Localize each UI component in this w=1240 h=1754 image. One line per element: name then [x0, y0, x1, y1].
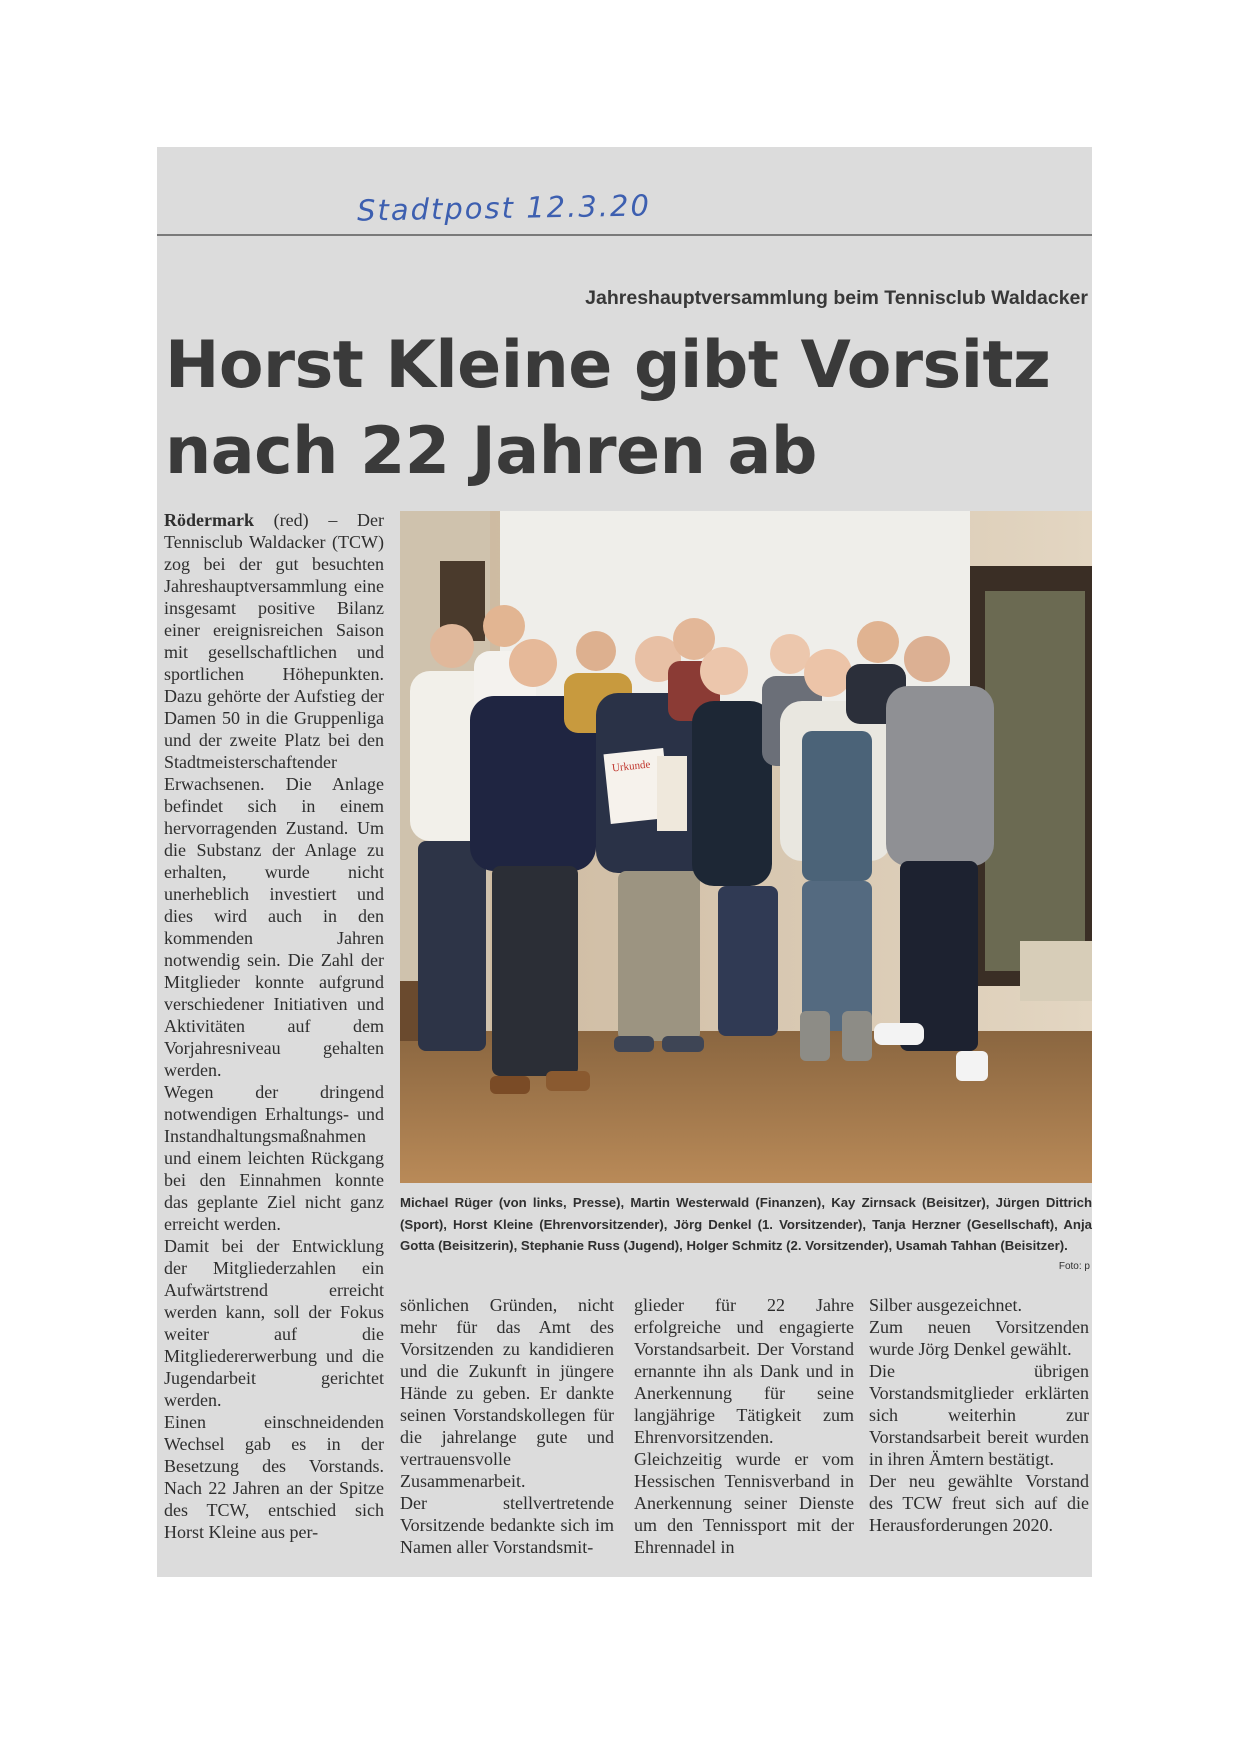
- article-paragraph: Silber ausgezeichnet.: [869, 1295, 1022, 1315]
- handwritten-note: Stadtpost 12.3.20: [356, 188, 652, 228]
- article-column-2: [400, 1294, 614, 1558]
- headline-line-2: nach 22 Jahren ab: [165, 414, 817, 489]
- header-rule: [157, 234, 1092, 236]
- article-headline: [165, 323, 1092, 495]
- group-photo: [400, 511, 1092, 1183]
- article-column-4: [869, 1294, 1089, 1536]
- article-paragraph: Gleichzeitig wurde er vom Hessischen Tennisverband in Anerkennung seiner Dienste um den Tennissport mit der Ehrennadel in: [634, 1449, 854, 1557]
- article-paragraph: Wegen der dringend notwendigen Erhaltungs- und Instandhaltungsmaßnahmen und einem leichten Rückgang bei den Einnahmen konnte das geplante Ziel nicht ganz erreicht werden.: [164, 1082, 384, 1234]
- intro-text: (red) – Der Tennisclub Waldacker (TCW) zog bei der gut besuchten Jahreshauptversammlung eine insgesamt positive Bilanz einer ereignisreichen Saison mit gesellschaftlichen und sportlichen Höhepunkten. Dazu gehörte der Aufstieg der Damen 50 in die Gruppenliga und der zweite Platz bei den Stadtmeisterschaftender Erwachsenen. Die Anlage befindet sich in einem hervorragenden Zustand. Um die Substanz der Anlage zu erhalten, wurde nicht unerheblich investiert und dies wird auch in den kommenden Jahren notwendig sein. Die Zahl der Mitglieder konnte aufgrund verschiedener Initiativen und Aktivitäten auf dem Vorjahresniveau gehalten werden.: [164, 510, 384, 1080]
- dateline: Rödermark: [164, 510, 254, 530]
- photo-caption: [400, 1192, 1092, 1272]
- newspaper-clipping: [157, 147, 1092, 1577]
- article-paragraph: Der neu gewählte Vorstand des TCW freut sich auf die Herausforderungen 2020.: [869, 1471, 1089, 1535]
- article-paragraph: Einen einschneidenden Wechsel gab es in der Besetzung des Vorstands. Nach 22 Jahren an der Spitze des TCW, entschied sich Horst Kleine aus per-: [164, 1412, 384, 1542]
- article-paragraph: Der stellvertretende Vorsitzende bedankte sich im Namen aller Vorstandsmit-: [400, 1493, 614, 1557]
- article-column-1: [164, 509, 384, 1543]
- certificate-title: Urkunde: [611, 758, 651, 775]
- article-paragraph: Damit bei der Entwicklung der Mitgliederzahlen ein Aufwärtstrend erreicht werden kann, soll der Fokus weiter auf die Mitgliedererwerbung und die Jugendarbeit gerichtet werden.: [164, 1236, 384, 1410]
- article-paragraph: [164, 509, 384, 1081]
- caption-text: Michael Rüger (von links, Presse), Martin Westerwald (Finanzen), Kay Zirnsack (Beisitzer), Jürgen Dittrich (Sport), Horst Kleine (Ehrenvorsitzender), Jörg Denkel (1. Vorsitzender), Tanja Herzner (Gesellschaft), Anja Gotta (Beisitzerin), Stephanie Russ (Jugend), Holger Schmitz (2. Vorsitzender), Usamah Tahhan (Beisitzer).: [400, 1195, 1092, 1253]
- group-photo-illustration: [400, 511, 1092, 1183]
- article-column-3: [634, 1294, 854, 1558]
- article-paragraph: Die übrigen Vorstandsmitglieder erklärten sich weiterhin zur Vorstandsarbeit bereit wurden in ihren Ämtern bestätigt.: [869, 1361, 1089, 1469]
- article-kicker: Jahreshauptversammlung beim Tennisclub Waldacker: [585, 287, 1088, 309]
- headline-line-1: Horst Kleine gibt Vorsitz: [165, 328, 1051, 403]
- article-paragraph: sönlichen Gründen, nicht mehr für das Amt des Vorsitzenden zu kandidieren und die Zukunft in jüngere Hände zu geben. Er dankte seinen Vorstandskollegen für die jahrelange gute und vertrauensvolle Zusammenarbeit.: [400, 1295, 614, 1491]
- photo-credit: Foto: p: [1058, 1261, 1090, 1272]
- article-paragraph: Zum neuen Vorsitzenden wurde Jörg Denkel gewählt.: [869, 1317, 1089, 1359]
- certificate: [604, 748, 687, 831]
- article-paragraph: glieder für 22 Jahre erfolgreiche und engagierte Vorstandsarbeit. Der Vorstand ernannte ihn als Dank und in Anerkennung für seine langjährige Tätigkeit zum Ehrenvorsitzenden.: [634, 1295, 854, 1447]
